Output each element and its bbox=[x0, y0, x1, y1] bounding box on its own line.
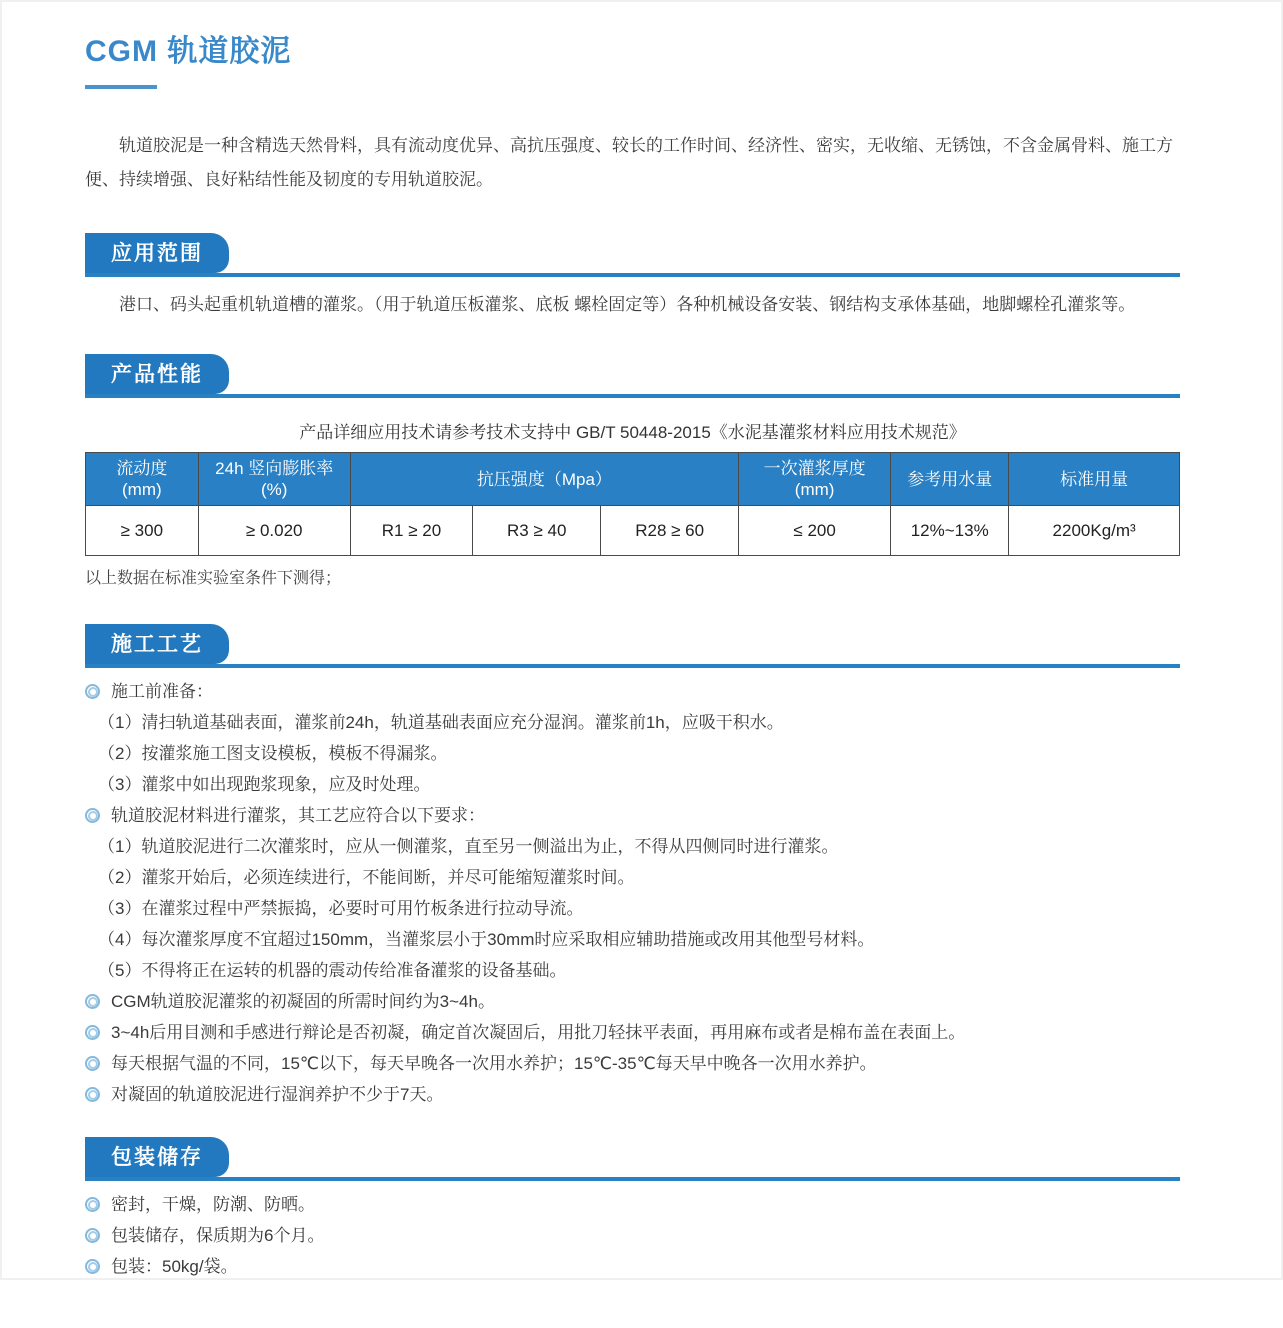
list-item bbox=[85, 961, 1180, 981]
cell-r3: R3 ≥ 40 bbox=[473, 506, 601, 556]
list-item-text: （4）每次灌浆厚度不宜超过150mm，当灌浆层小于30mm时应采取相应辅助措施或改用其他型号材料。 bbox=[98, 930, 875, 949]
list-item-text: CGM轨道胶泥灌浆的初凝固的所需时间约为3~4h。 bbox=[111, 992, 495, 1011]
performance-table bbox=[85, 452, 1180, 556]
col-header-flowability bbox=[86, 453, 199, 506]
cell-flowability: ≥ 300 bbox=[86, 506, 199, 556]
ring-bullet-icon bbox=[85, 1025, 100, 1040]
list-item-text: （1）清扫轨道基础表面，灌浆前24h，轨道基础表面应充分湿润。灌浆前1h，应吸干积水。 bbox=[98, 713, 784, 732]
list-item-text: 包装储存，保质期为6个月。 bbox=[111, 1226, 325, 1245]
section-badge-packaging: 包装储存 bbox=[85, 1137, 229, 1177]
table-footnote: 以上数据在标准实验室条件下测得； bbox=[85, 570, 342, 587]
header-unit: (mm) bbox=[122, 480, 162, 499]
list-item-text: （2）按灌浆施工图支设模板，模板不得漏浆。 bbox=[98, 744, 448, 763]
ring-bullet-icon bbox=[85, 1056, 100, 1071]
cell-r28: R28 ≥ 60 bbox=[601, 506, 739, 556]
section-header-construction bbox=[85, 624, 1180, 668]
application-text: 港口、码头起重机轨道槽的灌浆。（用于轨道压板灌浆、底板 螺栓固定等）各种机械设备安装、钢结构支承体基础，地脚螺栓孔灌浆等。 bbox=[119, 295, 1136, 314]
performance-note: 产品详细应用技术请参考技术支持中 GB/T 50448-2015《水泥基灌浆材料应用技术规范》 bbox=[299, 423, 966, 442]
list-item-text: 每天根据气温的不同，15℃以下，每天早晚各一次用水养护；15℃-35℃每天早中晚各一次用水养护。 bbox=[111, 1054, 877, 1073]
list-item-text: 施工前准备： bbox=[111, 682, 213, 701]
cell-dosage: 2200Kg/m³ bbox=[1009, 506, 1180, 556]
header-line: 参考用水量 bbox=[907, 469, 993, 489]
intro-paragraph: 轨道胶泥是一种含精选天然骨料，具有流动度优异、高抗压强度、较长的工作时间、经济性、密实，无收缩、无锈蚀，不含金属骨料、施工方便、持续增强、良好粘结性能及韧度的专用轨道胶泥。 bbox=[85, 136, 1173, 189]
list-item-text: （2）灌浆开始后，必须连续进行，不能间断，并尽可能缩短灌浆时间。 bbox=[98, 868, 635, 887]
list-item-text: （1）轨道胶泥进行二次灌浆时，应从一侧灌浆，直至另一侧溢出为止，不得从四侧同时进行灌浆。 bbox=[98, 837, 839, 856]
list-item-text: （3）在灌浆过程中严禁振捣，必要时可用竹板条进行拉动导流。 bbox=[98, 899, 584, 918]
ring-bullet-icon bbox=[85, 1197, 100, 1212]
construction-list bbox=[85, 682, 1180, 1105]
list-item-text: 对凝固的轨道胶泥进行湿润养护不少于7天。 bbox=[111, 1085, 444, 1104]
page-title: CGM 轨道胶泥 bbox=[85, 35, 292, 68]
section-header-packaging bbox=[85, 1137, 1180, 1181]
ring-bullet-icon bbox=[85, 808, 100, 823]
ring-bullet-icon bbox=[85, 684, 100, 699]
ring-bullet-icon bbox=[85, 1228, 100, 1243]
header-unit: (mm) bbox=[794, 480, 835, 499]
cell-expansion: ≥ 0.020 bbox=[198, 506, 350, 556]
list-item-text: 3~4h后用目测和手感进行辩论是否初凝，确定首次凝固后，用批刀轻抹平表面，再用麻布或者是棉布盖在表面上。 bbox=[111, 1023, 966, 1042]
ring-bullet-icon bbox=[85, 994, 100, 1009]
cell-thickness: ≤ 200 bbox=[739, 506, 891, 556]
header-unit: (%) bbox=[260, 480, 288, 499]
packaging-list bbox=[85, 1195, 1180, 1277]
list-item bbox=[85, 713, 1180, 733]
header-line: 流动度 bbox=[116, 459, 168, 478]
col-header-standard-dosage bbox=[1009, 453, 1180, 506]
list-item bbox=[85, 930, 1180, 950]
list-item bbox=[85, 992, 1180, 1012]
section-badge-performance: 产品性能 bbox=[85, 354, 229, 394]
list-item bbox=[85, 837, 1180, 857]
list-item-text: 轨道胶泥材料进行灌浆，其工艺应符合以下要求： bbox=[111, 806, 485, 825]
list-item-text: （5）不得将正在运转的机器的震动传给准备灌浆的设备基础。 bbox=[98, 961, 567, 980]
list-item bbox=[85, 744, 1180, 764]
cell-r1: R1 ≥ 20 bbox=[350, 506, 473, 556]
list-item bbox=[85, 1257, 1180, 1277]
header-line: 一次灌浆厚度 bbox=[763, 459, 866, 478]
table-data-row bbox=[86, 506, 1180, 556]
col-header-expansion bbox=[198, 453, 350, 506]
list-item-text: 包装：50kg/袋。 bbox=[111, 1257, 238, 1276]
list-item bbox=[85, 682, 1180, 702]
section-header-application bbox=[85, 233, 1180, 277]
header-line: 标准用量 bbox=[1060, 469, 1129, 489]
header-line: 24h 竖向膨胀率 bbox=[215, 459, 334, 478]
section-badge-application: 应用范围 bbox=[85, 233, 229, 273]
list-item bbox=[85, 899, 1180, 919]
list-item bbox=[85, 806, 1180, 826]
ring-bullet-icon bbox=[85, 1087, 100, 1102]
list-item bbox=[85, 1054, 1180, 1074]
col-header-compressive-strength bbox=[350, 453, 738, 506]
list-item bbox=[85, 868, 1180, 888]
list-item-text: （3）灌浆中如出现跑浆现象，应及时处理。 bbox=[98, 775, 431, 794]
list-item bbox=[85, 1085, 1180, 1105]
list-item bbox=[85, 775, 1180, 795]
col-header-grouting-thickness bbox=[739, 453, 891, 506]
table-header-row bbox=[86, 453, 1180, 506]
list-item-text: 密封，干燥，防潮、防晒。 bbox=[111, 1195, 315, 1214]
section-badge-construction: 施工工艺 bbox=[85, 624, 229, 664]
list-item bbox=[85, 1195, 1180, 1215]
list-item bbox=[85, 1023, 1180, 1043]
list-item bbox=[85, 1226, 1180, 1246]
ring-bullet-icon bbox=[85, 1259, 100, 1274]
col-header-water-amount bbox=[891, 453, 1009, 506]
cell-water: 12%~13% bbox=[891, 506, 1009, 556]
header-line: 抗压强度（Mpa） bbox=[476, 469, 612, 489]
title-underline bbox=[85, 85, 157, 89]
section-header-performance bbox=[85, 354, 1180, 398]
